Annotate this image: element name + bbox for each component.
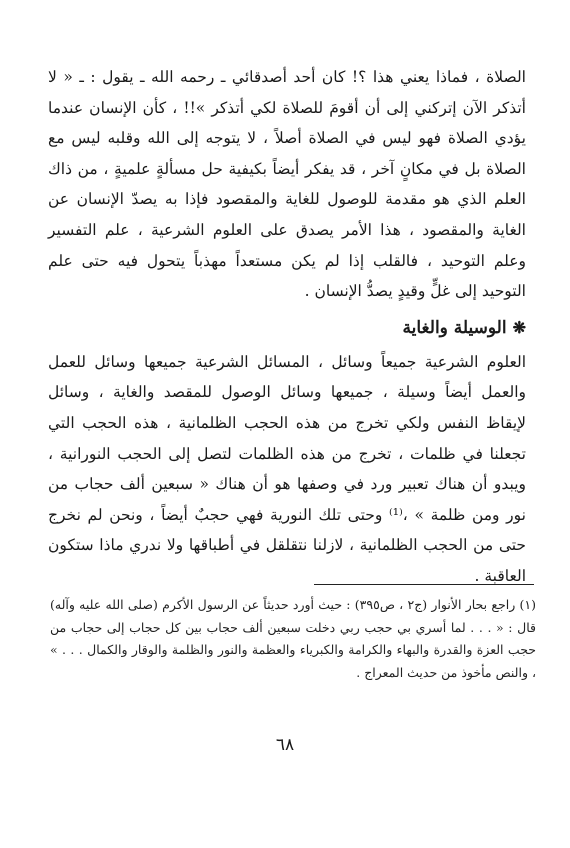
footnote-divider (314, 584, 534, 585)
footnote: (١) راجع بحار الأنوار (ج٢ ، ص٣٩٥) : حيث أورد حديثاً عن الرسول الأكرم (صلى الله عليه وآله) قال : « . . . لما أسري بي حجب ربي دخلت سبعين ألف حجاب بين كل حجاب إلى حجاب من حجب العزة والقدرة والبهاء والكرامة والكبرياء والعظمة والنور والظلمة والوقار والكمال . . . » ، والنص مأخوذ من حديث المعراج . (50, 597, 536, 680)
asterisk-ornament-icon: ❋ (512, 317, 526, 337)
section-heading-text: الوسيلة والغاية (402, 317, 507, 338)
body-paragraph-1: الصلاة ، فماذا يعني هذا ؟! كان أحد أصدقائي ـ رحمه الله ـ يقول : ـ « لا أتذكر الآن إتركني إلى أن أقومَ للصلاة لكي أتذكر »!! ، كأن الإنسان عندما يؤدي الصلاة فهو ليس في الصلاة أصلاً ، لا يتوجه إلى الله وقلبه ليس مع الصلاة بل في مكانٍ آخر ، قد يفكر أيضاً بكيفية حل مسألةٍ علميةٍ ، من ذاك العلم الذي هو مقدمة للوصول للغاية والمقصود فإذا به يصدّ الإنسان عن الغاية والمقصود ، هذا الأمر يصدق على العلوم الشرعية ، علم التفسير وعلم التوحيد ، فالقلب إذا لم يكن مستعداً مهذباً يتحول فيه حتى علم التوحيد إلى غلٍّ وقيدٍ يصدُّ الإنسان . (48, 68, 526, 301)
section-heading (48, 313, 526, 343)
page-number: ٦٨ (275, 735, 295, 755)
body-paragraph-2: العلوم الشرعية جميعاً وسائل ، المسائل الشرعية جميعها وسائل للعمل والعمل أيضاً وسيلة ، جميعها وسائل الوصول للمقصد والغاية ، وسائل لإيقاظ النفس ولكي تخرج من هذه الحجب الظلمانية ، هذه الحجب التي تجعلنا في ظلمات ، تخرج من هذه الظلمات لتصل إلى الحجب النورانية ، ويبدو أن هناك تعبير ورد في وصفها هو أن هناك « سبعين ألف حجاب من نور ومن ظلمة » ،⁽¹⁾ وحتى تلك النورية فهي حجبٌ أيضاً ، ونحن لم نخرج حتى من الحجب الظلمانية ، لازلنا نتقلقل في أطباقها ولا ندري ماذا ستكون العاقبة . (48, 352, 526, 585)
